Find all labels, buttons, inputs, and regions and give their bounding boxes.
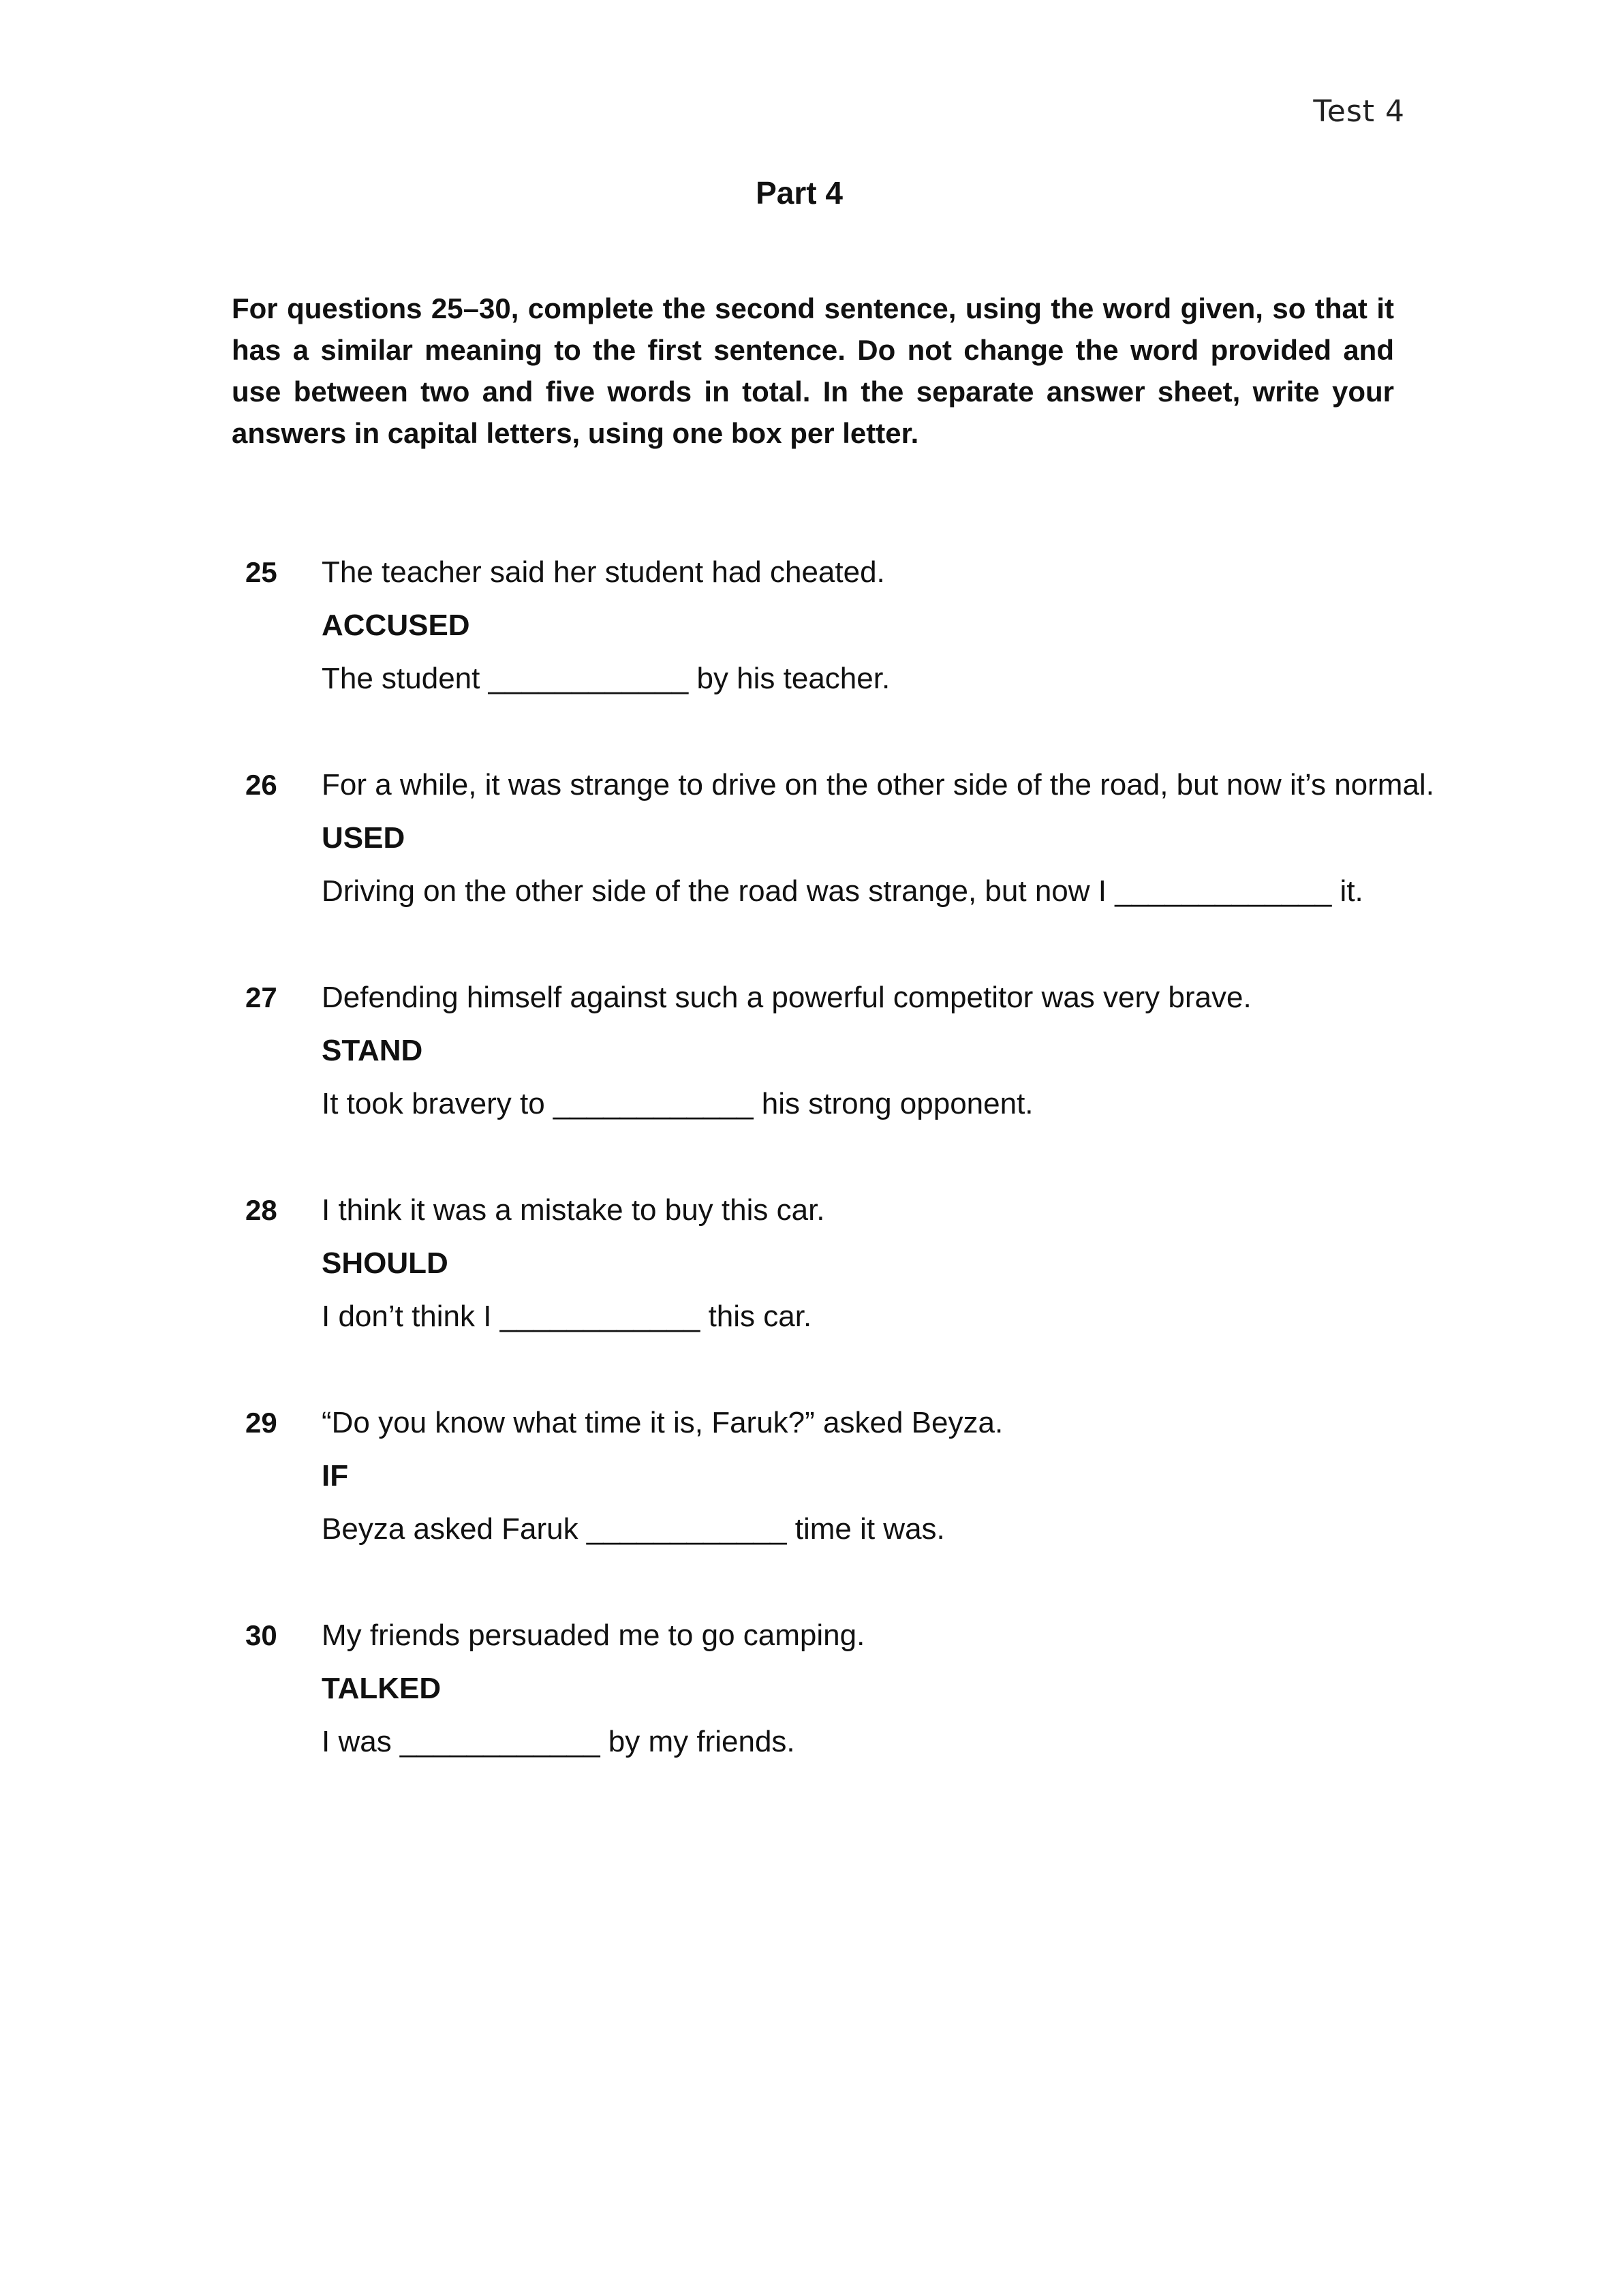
- question-number: 27: [245, 981, 277, 1013]
- question-completion: Beyza asked Faruk ____________ time it was.: [322, 1512, 945, 1546]
- question-sentence: For a while, it was strange to drive on the other side of the road, but now it’s normal.: [322, 768, 1434, 801]
- question-number: 26: [245, 769, 277, 801]
- question-number: 25: [245, 556, 277, 588]
- question-sentence: “Do you know what time it is, Faruk?” asked Beyza.: [322, 1406, 1004, 1439]
- question-sentence: Defending himself against such a powerful competitor was very brave.: [322, 981, 1252, 1014]
- question-body: [322, 553, 1480, 713]
- question-sentence: The teacher said her student had cheated.: [322, 555, 885, 589]
- part-title: Part 4: [756, 175, 843, 211]
- question-body: [322, 766, 1480, 925]
- question-body: [322, 979, 1480, 1138]
- question-number: 29: [245, 1407, 277, 1439]
- question-completion: I was ____________ by my friends.: [322, 1725, 795, 1758]
- test-label: Test 4: [1313, 94, 1405, 129]
- question-sentence: My friends persuaded me to go camping.: [322, 1619, 865, 1652]
- question-key-word: SHOULD: [322, 1246, 448, 1280]
- question-key-word: ACCUSED: [322, 609, 470, 642]
- question-body: [322, 1617, 1480, 1776]
- question-completion: I don’t think I ____________ this car.: [322, 1300, 812, 1333]
- question-key-word: STAND: [322, 1034, 423, 1067]
- instructions: For questions 25–30, complete the second sentence, using the word given, so that it has a similar meaning to the first sentence. Do not change the word provided and use between two and five words in total. In the separate answer sheet, write your answers in capital letters, using one box per letter.: [232, 292, 1394, 449]
- question-key-word: IF: [322, 1459, 349, 1493]
- question-body: [322, 1191, 1480, 1351]
- question-completion: The student ____________ by his teacher.: [322, 662, 891, 695]
- question-completion: Driving on the other side of the road was strange, but now I _____________ it.: [322, 874, 1363, 908]
- question-key-word: TALKED: [322, 1672, 442, 1705]
- question-completion: It took bravery to ____________ his strong opponent.: [322, 1087, 1034, 1120]
- question-body: [322, 1404, 1480, 1563]
- question-number: 30: [245, 1619, 277, 1651]
- question-sentence: I think it was a mistake to buy this car.: [322, 1193, 825, 1227]
- question-number: 28: [245, 1194, 277, 1226]
- question-key-word: USED: [322, 821, 405, 855]
